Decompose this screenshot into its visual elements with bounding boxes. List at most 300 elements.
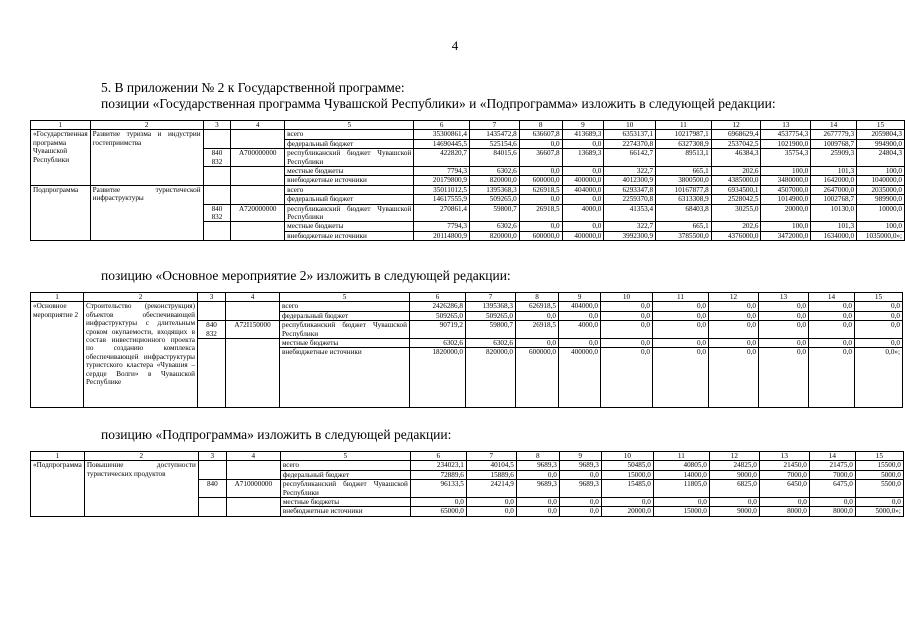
code-cell: [231, 185, 285, 204]
amount-cell: 4000,0: [559, 321, 601, 339]
table-row: [31, 185, 905, 194]
column-number: 15: [857, 121, 905, 130]
amount-cell: 665,1: [656, 222, 712, 231]
amount-cell: 2647000,0: [811, 185, 857, 194]
amount-cell: 24214,9: [466, 480, 516, 498]
amount-cell: 0,0: [601, 498, 653, 507]
amount-cell: 0,0: [709, 498, 759, 507]
amount-cell: 4000,0: [562, 204, 604, 222]
heading-line-2: позиции «Государственная программа Чувашской Республики» и «Подпрограмма» изложить в следующей редакции:: [101, 96, 776, 111]
amount-cell: 14690445,5: [414, 139, 470, 148]
amount-cell: 7000,0: [759, 470, 809, 479]
amount-cell: 1014900,0: [761, 195, 811, 204]
grbs-cell: [198, 302, 226, 321]
amount-cell: 400000,0: [559, 348, 601, 408]
amount-cell: 0,0: [855, 302, 903, 311]
column-number: 15: [855, 293, 903, 302]
amount-cell: 0,0: [709, 339, 759, 348]
amount-cell: 14617555,9: [414, 195, 470, 204]
amount-cell: 3800500,0: [656, 176, 712, 185]
amount-cell: 50485,0: [601, 461, 653, 470]
amount-cell: 0,0: [516, 311, 559, 320]
amount-cell: 6302,6: [470, 167, 520, 176]
grbs-cell: 840: [198, 480, 226, 498]
amount-cell: 21450,0: [759, 461, 809, 470]
amount-cell: 7794,3: [414, 222, 470, 231]
amount-cell: 820000,0: [470, 176, 520, 185]
amount-cell: 270861,4: [414, 204, 470, 222]
amount-cell: 0,0: [759, 348, 809, 408]
status-cell: «Государственная программа Чувашской Республики: [31, 130, 91, 185]
amount-cell: 820000,0: [470, 231, 520, 240]
column-number: 5: [285, 121, 414, 130]
amount-cell: 0,0: [809, 311, 855, 320]
funding-source-label: всего: [285, 130, 414, 139]
amount-cell: 6450,0: [759, 480, 809, 498]
column-number: 6: [410, 293, 466, 302]
grbs-cell: 840 832: [203, 204, 231, 222]
amount-cell: 0,0: [809, 348, 855, 408]
amount-cell: 6825,0: [709, 480, 759, 498]
funding-source-label: федеральный бюджет: [280, 311, 410, 320]
amount-cell: 0,0: [653, 498, 709, 507]
amount-cell: 35011012,5: [414, 185, 470, 194]
code-cell: [231, 130, 285, 149]
name-cell: Развитие туризма и индустрии гостеприимства: [90, 130, 203, 185]
amount-cell: 3472000,0: [761, 231, 811, 240]
code-cell: А72I150000: [226, 321, 280, 339]
funding-source-label: местные бюджеты: [285, 222, 414, 231]
funding-source-label: федеральный бюджет: [285, 195, 414, 204]
section-2-title: позицию «Основное мероприятие 2» изложить в следующей редакции:: [101, 268, 511, 283]
column-number: 14: [809, 293, 855, 302]
amount-cell: 9689,3: [516, 480, 559, 498]
grbs-cell: [203, 130, 231, 149]
column-number: 2: [84, 452, 198, 461]
column-number: 13: [759, 452, 809, 461]
amount-cell: 0,0: [759, 321, 809, 339]
amount-cell: 21475,0: [809, 461, 855, 470]
column-number: 2: [90, 121, 203, 130]
grbs-cell: [198, 339, 226, 408]
amount-cell: 0,0: [855, 321, 903, 339]
amount-cell: 15000,0: [601, 470, 653, 479]
amount-cell: 0,0: [516, 498, 559, 507]
amount-cell: 413689,3: [562, 130, 604, 139]
column-number: 7: [466, 293, 516, 302]
amount-cell: 202,6: [711, 222, 761, 231]
amount-cell: 30255,0: [711, 204, 761, 222]
amount-cell: 0,0: [562, 195, 604, 204]
amount-cell: 4537754,3: [761, 130, 811, 139]
amount-cell: 2537042,5: [711, 139, 761, 148]
code-cell: [226, 498, 280, 517]
funding-source-label: всего: [280, 461, 410, 470]
amount-cell: 0,0: [516, 339, 559, 348]
column-number: 9: [559, 293, 601, 302]
amount-cell: 24825,0: [709, 461, 759, 470]
column-number: 12: [709, 452, 759, 461]
amount-cell: 0,0: [519, 167, 562, 176]
funding-source-label: федеральный бюджет: [285, 139, 414, 148]
funding-source-label: республиканский бюджет Чувашской Республики: [280, 321, 410, 339]
amount-cell: 0,0: [653, 311, 709, 320]
funding-source-label: республиканский бюджет Чувашской Республики: [285, 149, 414, 167]
amount-cell: 100,0: [857, 222, 905, 231]
amount-cell: 0,0: [559, 507, 601, 516]
amount-cell: 8000,0: [759, 507, 809, 516]
amount-cell: 0,0: [559, 339, 601, 348]
amount-cell: 0,0: [562, 139, 604, 148]
column-number-row: [31, 452, 904, 461]
amount-cell: 525154,6: [470, 139, 520, 148]
amount-cell: 9689,3: [559, 461, 601, 470]
column-number: 12: [709, 293, 759, 302]
amount-cell: 0,0: [601, 339, 653, 348]
amount-cell: 1002768,7: [811, 195, 857, 204]
grbs-cell: 840 832: [203, 149, 231, 167]
amount-cell: 820000,0: [466, 348, 516, 408]
amount-cell: 9000,0: [709, 470, 759, 479]
amount-cell: 404000,0: [562, 185, 604, 194]
amount-cell: 15485,0: [601, 480, 653, 498]
amount-cell: 0,0: [709, 311, 759, 320]
amount-cell: 14000,0: [653, 470, 709, 479]
column-number: 9: [559, 452, 601, 461]
amount-cell: 322,7: [604, 222, 656, 231]
column-number: 7: [466, 452, 516, 461]
amount-cell: 4012300,9: [604, 176, 656, 185]
amount-cell: 0,0: [601, 321, 653, 339]
amount-cell: 0,0: [709, 348, 759, 408]
amount-cell: 3480000,0: [761, 176, 811, 185]
column-number-row: [31, 121, 905, 130]
amount-cell: 0,0: [709, 302, 759, 311]
amount-cell: 1040000,0: [857, 176, 905, 185]
amount-cell: 0,0: [601, 348, 653, 408]
status-cell: Подпрограмма: [31, 185, 91, 240]
amount-cell: 0,0: [466, 498, 516, 507]
column-number: 4: [231, 121, 285, 130]
column-number: 3: [203, 121, 231, 130]
code-cell: [226, 461, 280, 480]
grbs-cell: [203, 167, 231, 186]
amount-cell: 6302,6: [470, 222, 520, 231]
amount-cell: 20000,0: [761, 204, 811, 222]
amount-cell: 5000,0»;: [855, 507, 903, 516]
amount-cell: 7000,0: [809, 470, 855, 479]
column-number: 12: [711, 121, 761, 130]
amount-cell: 636607,8: [519, 130, 562, 139]
amount-cell: 9689,3: [559, 480, 601, 498]
amount-cell: 0,0: [516, 470, 559, 479]
amount-cell: 101,3: [811, 167, 857, 176]
column-number-row: [31, 293, 903, 302]
amount-cell: 10217987,1: [656, 130, 712, 139]
amount-cell: 626918,5: [519, 185, 562, 194]
amount-cell: 3992300,9: [604, 231, 656, 240]
table-main-activity-2: [30, 292, 903, 408]
funding-source-label: внебюджетные источники: [280, 348, 410, 408]
code-cell: [226, 302, 280, 321]
amount-cell: 6313308,9: [656, 195, 712, 204]
funding-source-label: местные бюджеты: [280, 339, 410, 348]
amount-cell: 40805,0: [653, 461, 709, 470]
amount-cell: 509265,0: [410, 311, 466, 320]
table-program-and-subprogram: [30, 120, 905, 241]
amount-cell: 0,0: [562, 167, 604, 176]
amount-cell: 600000,0: [519, 176, 562, 185]
amount-cell: 20000,0: [601, 507, 653, 516]
column-number: 7: [470, 121, 520, 130]
funding-source-label: внебюджетные источники: [285, 176, 414, 185]
amount-cell: 0,0: [653, 339, 709, 348]
amount-cell: 0,0: [759, 339, 809, 348]
grbs-cell: [198, 498, 226, 517]
amount-cell: 20114800,9: [414, 231, 470, 240]
amount-cell: 26918,5: [516, 321, 559, 339]
amount-cell: 509265,0: [466, 311, 516, 320]
amount-cell: 1435472,8: [470, 130, 520, 139]
heading-line-1: 5. В приложении № 2 к Государственной программе:: [101, 80, 405, 95]
amount-cell: 13689,3: [562, 149, 604, 167]
column-number: 6: [414, 121, 470, 130]
amount-cell: 101,3: [811, 222, 857, 231]
amount-cell: 96133,5: [410, 480, 466, 498]
amount-cell: 35300861,4: [414, 130, 470, 139]
amount-cell: 6475,0: [809, 480, 855, 498]
amount-cell: 234023,1: [410, 461, 466, 470]
funding-source-label: всего: [280, 302, 410, 311]
amount-cell: 10130,0: [811, 204, 857, 222]
amount-cell: 1395368,3: [466, 302, 516, 311]
grbs-cell: [203, 222, 231, 241]
grbs-cell: [198, 461, 226, 480]
amount-cell: 400000,0: [562, 231, 604, 240]
amount-cell: 0,0: [562, 222, 604, 231]
amount-cell: 15000,0: [653, 507, 709, 516]
amount-cell: 6353137,1: [604, 130, 656, 139]
amount-cell: 2259370,8: [604, 195, 656, 204]
amount-cell: 46384,3: [711, 149, 761, 167]
amount-cell: 0,0: [519, 222, 562, 231]
amount-cell: 0,0: [559, 311, 601, 320]
column-number: 6: [410, 452, 466, 461]
column-number: 15: [855, 452, 903, 461]
column-number: 8: [516, 293, 559, 302]
amount-cell: 4385000,0: [711, 176, 761, 185]
amount-cell: 422820,7: [414, 149, 470, 167]
amount-cell: 994900,0: [857, 139, 905, 148]
amount-cell: 0,0: [601, 302, 653, 311]
amount-cell: 72889,6: [410, 470, 466, 479]
code-cell: [231, 222, 285, 241]
amount-cell: 9000,0: [709, 507, 759, 516]
amount-cell: 1642000,0: [811, 176, 857, 185]
column-number: 14: [809, 452, 855, 461]
amount-cell: 509265,0: [470, 195, 520, 204]
amount-cell: 5000,0: [855, 470, 903, 479]
amount-cell: 84015,6: [470, 149, 520, 167]
amount-cell: 1021900,0: [761, 139, 811, 148]
table-row: [31, 302, 903, 311]
page-number: 4: [451, 38, 459, 53]
amount-cell: 15889,6: [466, 470, 516, 479]
column-number: 3: [198, 293, 226, 302]
funding-source-label: республиканский бюджет Чувашской Республики: [280, 480, 410, 498]
column-number: 11: [656, 121, 712, 130]
status-cell: «Подпрограмма: [31, 461, 85, 516]
amount-cell: 0,0: [519, 195, 562, 204]
funding-source-label: внебюджетные источники: [285, 231, 414, 240]
column-number: 4: [226, 293, 280, 302]
code-cell: А710000000: [226, 480, 280, 498]
amount-cell: 6293347,8: [604, 185, 656, 194]
amount-cell: 4507000,0: [761, 185, 811, 194]
amount-cell: 100,0: [857, 167, 905, 176]
amount-cell: 0,0: [759, 302, 809, 311]
amount-cell: 404000,0: [559, 302, 601, 311]
funding-source-label: местные бюджеты: [285, 167, 414, 176]
amount-cell: 2528042,5: [711, 195, 761, 204]
amount-cell: 11805,0: [653, 480, 709, 498]
amount-cell: 6302,6: [466, 339, 516, 348]
column-number: 14: [811, 121, 857, 130]
amount-cell: 2274370,8: [604, 139, 656, 148]
funding-source-label: внебюджетные источники: [280, 507, 410, 516]
amount-cell: 35754,3: [761, 149, 811, 167]
table-subprogram-tourist-products: [30, 451, 904, 517]
amount-cell: 0,0: [559, 498, 601, 507]
grbs-cell: [203, 185, 231, 204]
column-number: 5: [280, 293, 410, 302]
column-number: 13: [761, 121, 811, 130]
column-number: 2: [84, 293, 198, 302]
amount-cell: 89513,1: [656, 149, 712, 167]
amount-cell: 2035000,0: [857, 185, 905, 194]
status-cell: «Основное мероприятие 2: [31, 302, 84, 408]
amount-cell: 26918,5: [519, 204, 562, 222]
amount-cell: 1009768,7: [811, 139, 857, 148]
column-number: 10: [601, 293, 653, 302]
amount-cell: 100,0: [761, 222, 811, 231]
amount-cell: 1035000,0»;: [857, 231, 905, 240]
column-number: 1: [31, 293, 84, 302]
column-number: 10: [604, 121, 656, 130]
column-number: 8: [516, 452, 559, 461]
table-row: [31, 130, 905, 139]
column-number: 10: [601, 452, 653, 461]
section-3-title: позицию «Подпрограмма» изложить в следующей редакции:: [101, 427, 452, 442]
amount-cell: 322,7: [604, 167, 656, 176]
column-number: 11: [653, 293, 709, 302]
column-number: 1: [31, 452, 85, 461]
amount-cell: 0,0: [519, 139, 562, 148]
amount-cell: 0,0: [759, 311, 809, 320]
amount-cell: 989900,0: [857, 195, 905, 204]
amount-cell: 600000,0: [516, 348, 559, 408]
amount-cell: 40104,5: [466, 461, 516, 470]
amount-cell: 59800,7: [470, 204, 520, 222]
amount-cell: 68403,8: [656, 204, 712, 222]
amount-cell: 41353,4: [604, 204, 656, 222]
amount-cell: 7794,3: [414, 167, 470, 176]
amount-cell: 0,0: [559, 470, 601, 479]
amount-cell: 6934500,1: [711, 185, 761, 194]
amount-cell: 0,0: [809, 498, 855, 507]
name-cell: Строительство (реконструкция) объектов обеспечивающей инфраструктуры с длительным сроком окупаемости, входящих в состав инвестиционного проекта по созданию комплекса обеспечивающей инфраструктуры туристского кластера «Чувашия – сердце Волги» в Чувашской Республике: [84, 302, 198, 408]
amount-cell: 15500,0: [855, 461, 903, 470]
amount-cell: 626918,5: [516, 302, 559, 311]
amount-cell: 600000,0: [519, 231, 562, 240]
amount-cell: 0,0»;: [855, 348, 903, 408]
column-number: 1: [31, 121, 91, 130]
amount-cell: 4376000,0: [711, 231, 761, 240]
amount-cell: 0,0: [653, 302, 709, 311]
amount-cell: 665,1: [656, 167, 712, 176]
column-number: 5: [280, 452, 410, 461]
amount-cell: 0,0: [410, 498, 466, 507]
amount-cell: 0,0: [855, 498, 903, 507]
amount-cell: 3785500,0: [656, 231, 712, 240]
amount-cell: 0,0: [516, 507, 559, 516]
funding-source-label: местные бюджеты: [280, 498, 410, 507]
amount-cell: 9689,3: [516, 461, 559, 470]
amount-cell: 65000,0: [410, 507, 466, 516]
amount-cell: 1395368,3: [470, 185, 520, 194]
amount-cell: 6327308,9: [656, 139, 712, 148]
funding-source-label: республиканский бюджет Чувашской Республики: [285, 204, 414, 222]
code-cell: [226, 339, 280, 408]
amount-cell: 10000,0: [857, 204, 905, 222]
amount-cell: 66142,7: [604, 149, 656, 167]
name-cell: Развитие туристической инфраструктуры: [90, 185, 203, 240]
funding-source-label: федеральный бюджет: [280, 470, 410, 479]
column-number: 9: [562, 121, 604, 130]
amount-cell: 36607,8: [519, 149, 562, 167]
amount-cell: 0,0: [809, 321, 855, 339]
code-cell: А700000000: [231, 149, 285, 167]
column-number: 4: [226, 452, 280, 461]
amount-cell: 0,0: [653, 348, 709, 408]
amount-cell: 0,0: [809, 302, 855, 311]
amount-cell: 0,0: [653, 321, 709, 339]
code-cell: А720000000: [231, 204, 285, 222]
amount-cell: 2426286,8: [410, 302, 466, 311]
amount-cell: 6968629,4: [711, 130, 761, 139]
column-number: 8: [519, 121, 562, 130]
amount-cell: 0,0: [466, 507, 516, 516]
table-row: [31, 461, 904, 470]
amount-cell: 6302,6: [410, 339, 466, 348]
amount-cell: 1820000,0: [410, 348, 466, 408]
column-number: 11: [653, 452, 709, 461]
funding-source-label: всего: [285, 185, 414, 194]
amount-cell: 0,0: [759, 498, 809, 507]
amount-cell: 5500,0: [855, 480, 903, 498]
column-number: 3: [198, 452, 226, 461]
amount-cell: 100,0: [761, 167, 811, 176]
column-number: 13: [759, 293, 809, 302]
amount-cell: 1634000,0: [811, 231, 857, 240]
grbs-cell: 840 832: [198, 321, 226, 339]
amount-cell: 25909,3: [811, 149, 857, 167]
amount-cell: 0,0: [809, 339, 855, 348]
amount-cell: 2059804,3: [857, 130, 905, 139]
amount-cell: 0,0: [855, 311, 903, 320]
amount-cell: 59800,7: [466, 321, 516, 339]
amount-cell: 0,0: [709, 321, 759, 339]
